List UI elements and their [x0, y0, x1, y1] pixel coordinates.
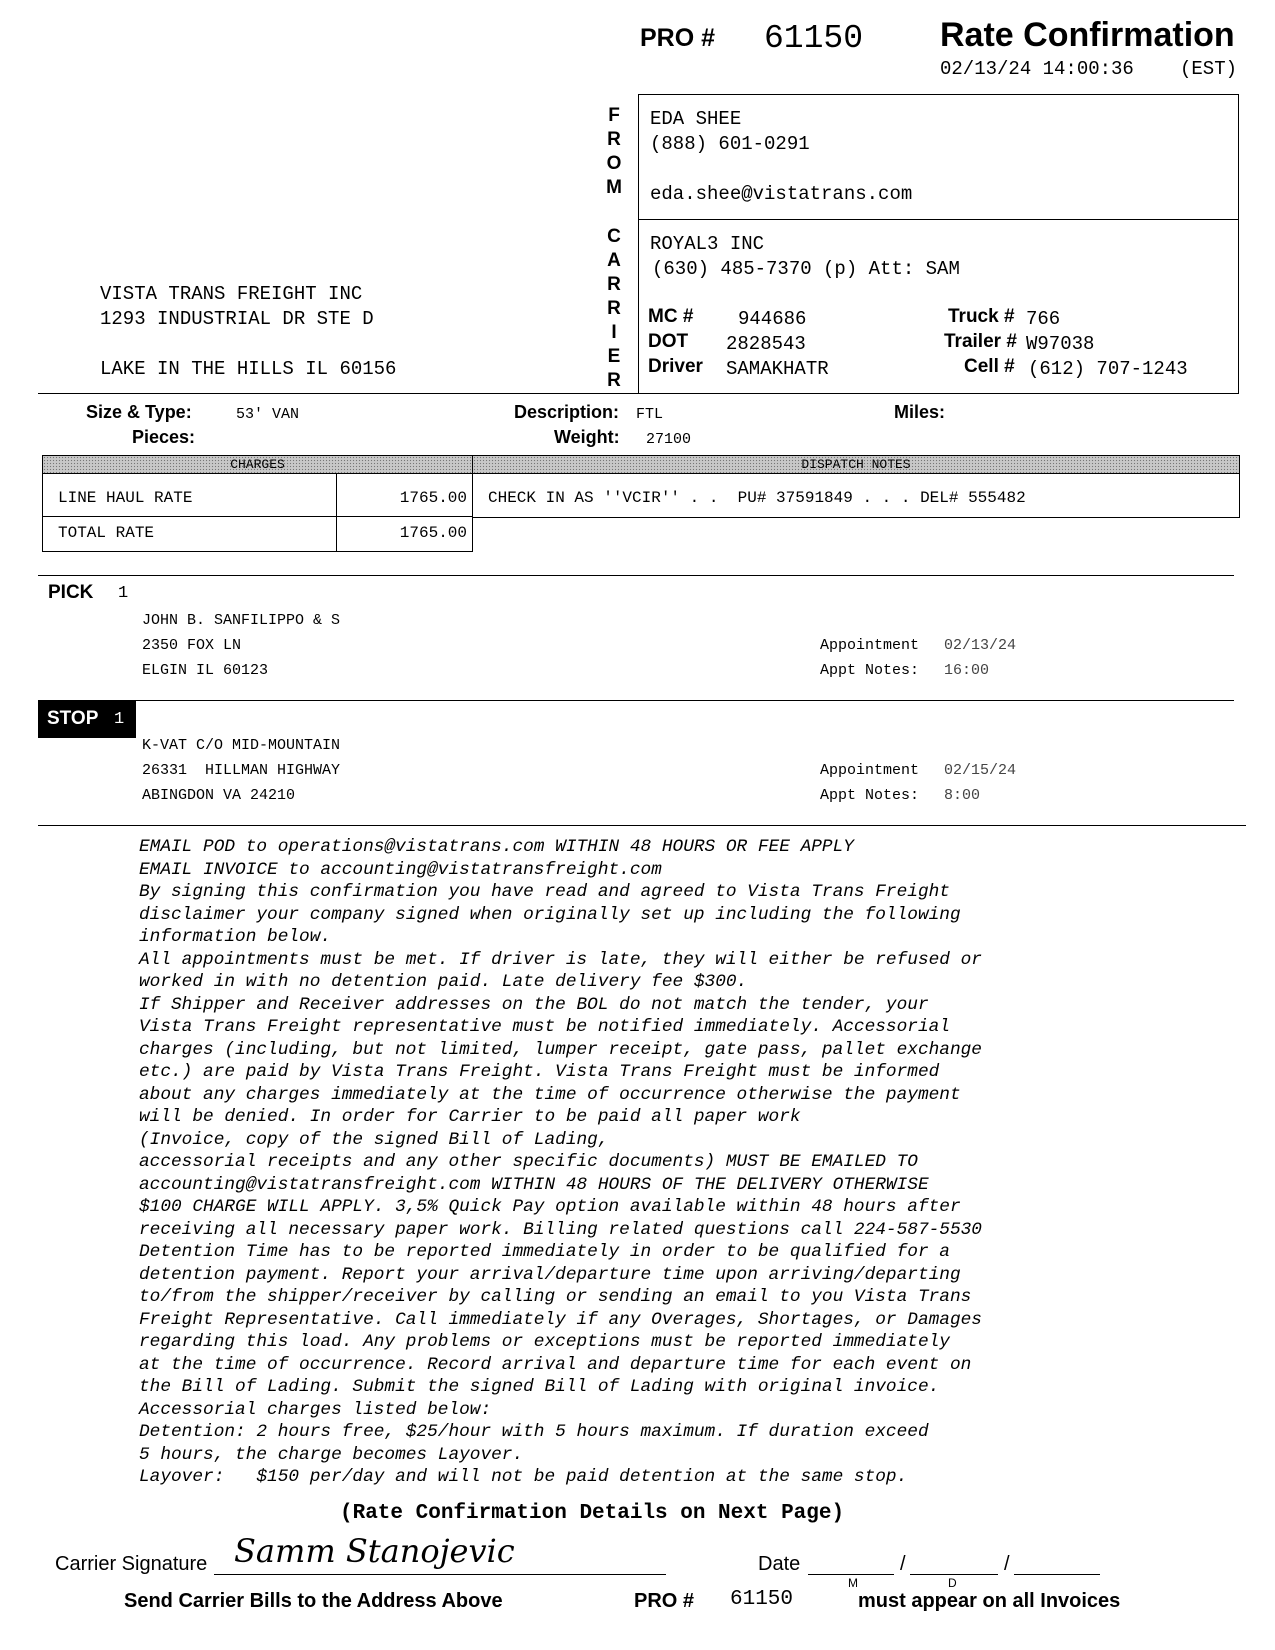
date-day-field[interactable] — [910, 1574, 998, 1575]
divider — [638, 219, 1239, 220]
terms-line: receiving all necessary paper work. Billing related questions call 224-587-5530 — [139, 1219, 982, 1240]
mc-value: 944686 — [738, 308, 807, 330]
pick-address1: 2350 FOX LN — [142, 637, 242, 654]
date-separator: / — [1004, 1553, 1010, 1575]
pick-label: PICK — [48, 582, 94, 603]
terms-line: detention payment. Report your arrival/departure time upon arriving/departing — [139, 1264, 961, 1285]
dispatch-notes-text: CHECK IN AS ''VCIR'' . . PU# 37591849 . . . DEL# 555482 — [488, 489, 1026, 507]
divider — [336, 473, 337, 552]
date-day-caption: D — [948, 1576, 957, 1590]
charge-row-amount: 1765.00 — [399, 524, 467, 542]
stop-number: 1 — [114, 710, 125, 729]
terms-line: Detention: 2 hours free, $25/hour with 5 hours maximum. If duration exceed — [139, 1422, 929, 1442]
terms-line: regarding this load. Any problems or exceptions must be reported immediately — [139, 1332, 950, 1352]
charges-header: CHARGES — [42, 455, 473, 474]
footer-pro-number: 61150 — [730, 1588, 794, 1611]
terms-line: etc.) are paid by Vista Trans Freight. Vista Trans Freight must be informed — [139, 1062, 940, 1082]
divider — [38, 575, 1234, 576]
carrier-name: ROYAL3 INC — [650, 233, 765, 255]
terms-line: to/from the shipper/receiver by calling or sending an email to you Vista Trans — [139, 1287, 972, 1307]
divider — [38, 825, 1246, 826]
divider — [38, 700, 1234, 701]
stop-address1: 26331 HILLMAN HIGHWAY — [142, 762, 341, 779]
company-address2: LAKE IN THE HILLS IL 60156 — [100, 358, 397, 380]
from-vertical-label: F R O M — [606, 105, 622, 198]
timezone: (EST) — [1180, 58, 1238, 80]
terms-line: EMAIL POD to operations@vistatrans.com WITHIN 48 HOURS OR FEE APPLY — [139, 837, 854, 857]
cell-label: Cell # — [964, 356, 1015, 377]
charge-row-amount: 1765.00 — [399, 489, 467, 507]
terms-line: EMAIL INVOICE to accounting@vistatransfreight.com — [139, 859, 662, 880]
mc-label: MC # — [648, 306, 694, 327]
terms-line: information below. — [139, 927, 332, 947]
page-title: Rate Confirmation — [940, 16, 1235, 54]
timestamp: 02/13/24 14:00:36 — [940, 58, 1134, 80]
stop-appointment-label: Appointment — [820, 762, 920, 779]
driver-value: SAMAKHATR — [726, 358, 829, 380]
terms-line: at the time of occurrence. Record arrival and departure time for each event on — [139, 1354, 972, 1375]
divider — [38, 393, 1239, 394]
terms-line: All appointments must be met. If driver is late, they will either be refused or — [139, 949, 982, 970]
terms-line: Freight Representative. Call immediately if any Overages, Shortages, or Damages — [139, 1309, 982, 1330]
carrier-phone: (630) 485-7370 (p) Att: SAM — [652, 258, 960, 280]
invoice-note: must appear on all Invoices — [858, 1590, 1121, 1612]
terms-line: $100 CHARGE WILL APPLY. 3,5% Quick Pay option available within 48 hours after — [139, 1197, 961, 1217]
date-label: Date — [758, 1553, 801, 1575]
pro-label: PRO # — [640, 24, 716, 52]
truck-label: Truck # — [948, 306, 1015, 327]
terms-line: Accessorial charges listed below: — [139, 1399, 492, 1420]
date-year-field[interactable] — [1014, 1574, 1100, 1575]
send-bills-note: Send Carrier Bills to the Address Above — [124, 1590, 503, 1612]
charge-row-label: TOTAL RATE — [58, 524, 155, 542]
terms-line: 5 hours, the charge becomes Layover. — [139, 1444, 524, 1465]
stop-appointment: 02/15/24 — [944, 762, 1017, 779]
dispatch-notes-header: DISPATCH NOTES — [472, 455, 1240, 474]
pieces-label: Pieces: — [132, 427, 196, 447]
terms-line: about any charges immediately at the time of occurrence otherwise the payment — [139, 1084, 961, 1105]
signature-label: Carrier Signature — [55, 1553, 208, 1575]
charge-row-label: LINE HAUL RATE — [58, 489, 193, 507]
trailer-label: Trailer # — [944, 331, 1017, 352]
stop-appt-notes: 8:00 — [944, 787, 981, 804]
size-type-value: 53' VAN — [236, 406, 300, 423]
description-label: Description: — [514, 402, 620, 422]
from-email: eda.shee@vistatrans.com — [650, 183, 913, 205]
pro-number: 61150 — [764, 20, 864, 57]
date-month-caption: M — [848, 1576, 858, 1590]
signature: Samm Stanojevic — [234, 1532, 515, 1570]
terms-line: will be denied. In order for Carrier to be paid all paper work — [139, 1107, 801, 1127]
pick-name: JOHN B. SANFILIPPO & S — [142, 612, 341, 629]
trailer-value: W97038 — [1026, 333, 1095, 355]
next-page-note: (Rate Confirmation Details on Next Page) — [340, 1502, 845, 1525]
terms-line: the Bill of Lading. Submit the signed Bill of Lading with original invoice. — [139, 1377, 940, 1397]
cell-value: (612) 707-1243 — [1028, 358, 1188, 380]
terms-line: Detention Time has to be reported immediately in order to be qualified for a — [139, 1242, 950, 1262]
terms-line: disclaimer your company signed when originally set up including the following — [139, 904, 961, 925]
terms-line: If Shipper and Receiver addresses on the BOL do not match the tender, your — [139, 994, 929, 1015]
terms-line: Vista Trans Freight representative must be notified immediately. Accessorial — [139, 1017, 950, 1037]
stop-address2: ABINGDON VA 24210 — [142, 787, 296, 804]
from-name: EDA SHEE — [650, 108, 742, 130]
carrier-vertical-label: C A R R I E R — [607, 226, 621, 391]
terms-line: charges (including, but not limited, lumper receipt, gate pass, pallet exchange — [139, 1039, 982, 1060]
terms-line: accounting@vistatransfreight.com WITHIN 48 HOURS OF THE DELIVERY OTHERWISE — [139, 1174, 929, 1195]
size-type-label: Size & Type: — [86, 402, 192, 422]
terms-line: worked in with no detention paid. Late delivery fee $300. — [139, 972, 748, 992]
date-separator: / — [900, 1553, 906, 1575]
pick-address2: ELGIN IL 60123 — [142, 662, 269, 679]
dot-label: DOT — [648, 331, 689, 352]
terms-line: (Invoice, copy of the signed Bill of Lading, — [139, 1129, 609, 1150]
pick-appt-notes: 16:00 — [944, 662, 990, 679]
weight-value: 27100 — [646, 431, 692, 448]
terms-text — [139, 836, 1139, 1489]
miles-label: Miles: — [894, 402, 946, 422]
terms-line: By signing this confirmation you have read and agreed to Vista Trans Freight — [139, 882, 950, 902]
pick-appointment-label: Appointment — [820, 637, 920, 654]
stop-appt-notes-label: Appt Notes: — [820, 787, 920, 804]
stop-name: K-VAT C/O MID-MOUNTAIN — [142, 737, 341, 754]
dot-value: 2828543 — [726, 333, 806, 355]
company-address1: 1293 INDUSTRIAL DR STE D — [100, 308, 374, 330]
description-value: FTL — [636, 406, 664, 423]
stop-label: STOP — [47, 708, 99, 729]
pick-number: 1 — [118, 584, 129, 603]
company-name: VISTA TRANS FREIGHT INC — [100, 283, 363, 305]
pick-appointment: 02/13/24 — [944, 637, 1017, 654]
from-phone: (888) 601-0291 — [650, 133, 810, 155]
divider — [42, 516, 473, 517]
pick-appt-notes-label: Appt Notes: — [820, 662, 920, 679]
signature-line[interactable] — [214, 1574, 666, 1575]
driver-label: Driver — [648, 356, 703, 377]
truck-value: 766 — [1026, 308, 1061, 330]
terms-line: accessorial receipts and any other specific documents) MUST BE EMAILED TO — [139, 1152, 918, 1172]
footer-pro-label: PRO # — [634, 1590, 695, 1612]
weight-label: Weight: — [554, 427, 620, 447]
date-month-field[interactable] — [808, 1574, 894, 1575]
terms-line: Layover: $150 per/day and will not be paid detention at the same stop. — [139, 1467, 908, 1487]
